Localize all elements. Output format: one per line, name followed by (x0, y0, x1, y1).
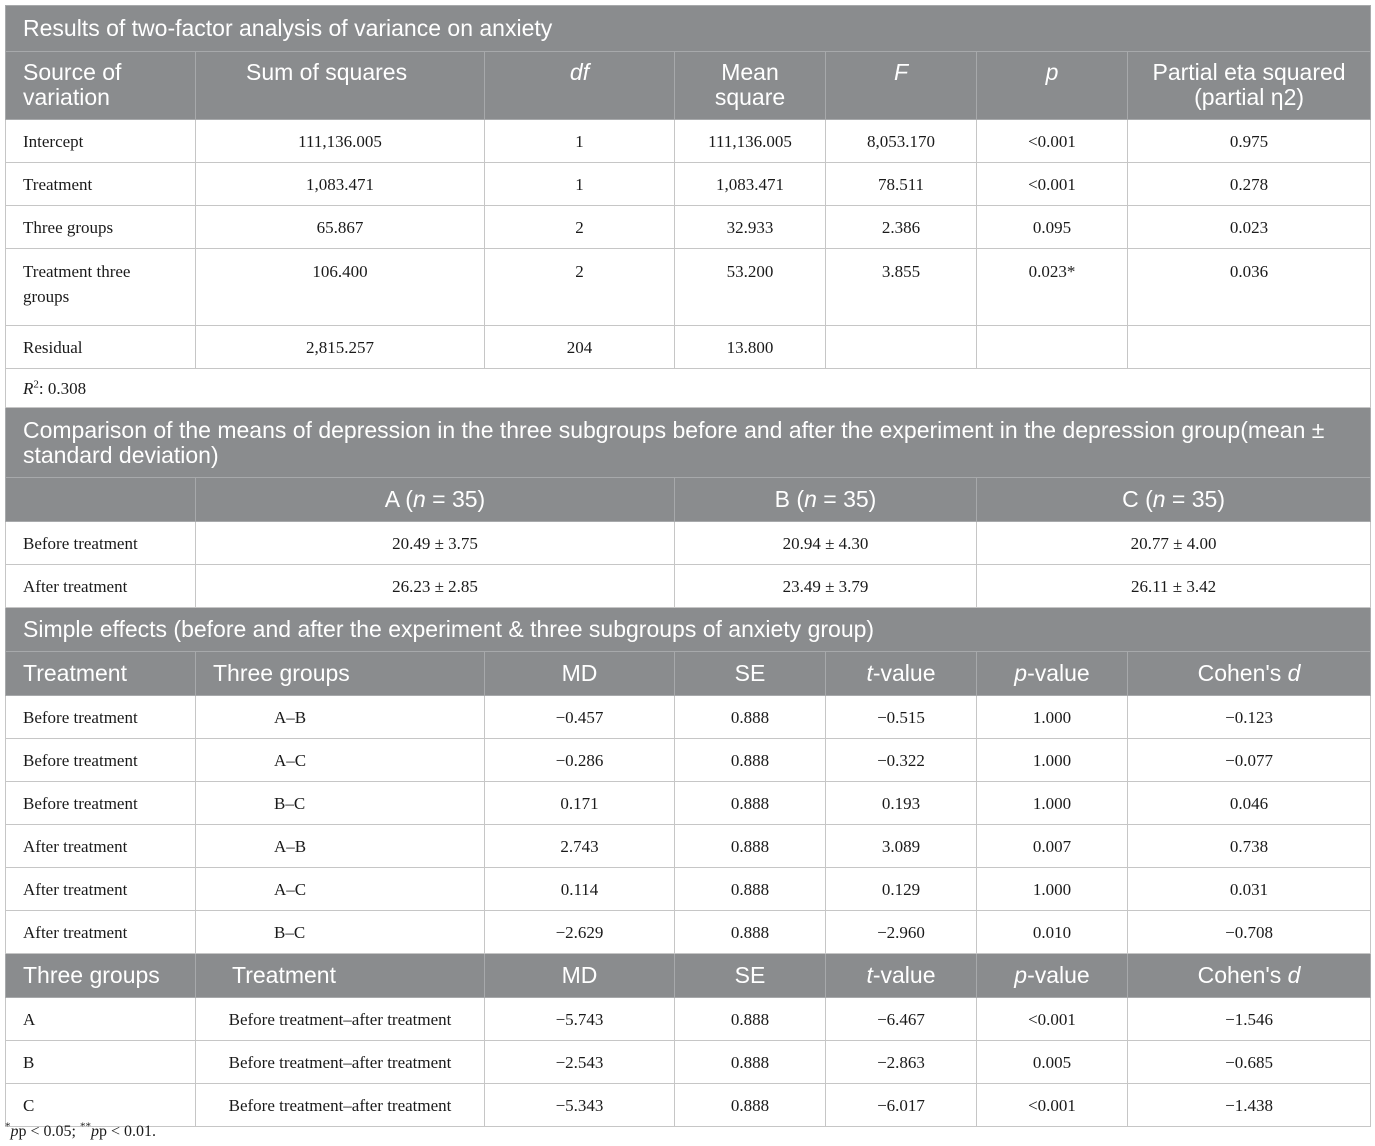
row-label: After treatment (6, 868, 196, 911)
cell-md: 0.171 (485, 782, 675, 825)
cell-f: 78.511 (826, 163, 977, 206)
col-header-md: MD (485, 652, 675, 696)
cell-se: 0.888 (675, 911, 826, 954)
cell-p-value: 0.005 (977, 1041, 1128, 1084)
cell-cohens-d: 0.046 (1128, 782, 1371, 825)
cell-se: 0.888 (675, 868, 826, 911)
simple-effects-header-row-2 (6, 954, 1371, 998)
cell-mean-square: 111,136.005 (675, 120, 826, 163)
cell-mean-square: 1,083.471 (675, 163, 826, 206)
cell-p-value: 1.000 (977, 868, 1128, 911)
footnote-text: p < 0.01. (98, 1123, 156, 1140)
cell-se: 0.888 (675, 998, 826, 1041)
cell-p-value: 0.010 (977, 911, 1128, 954)
col-header-treatment: Treatment (6, 652, 196, 696)
row-label: Treatment (6, 163, 196, 206)
cell-f: 3.855 (826, 249, 977, 326)
cell-sum-of-squares: 111,136.005 (196, 120, 485, 163)
cell-group-c: 26.11 ± 3.42 (977, 565, 1371, 608)
col-header-mean-square: Mean square (675, 52, 826, 120)
cell-t-value: −6.017 (826, 1084, 977, 1127)
cell-p: 0.095 (977, 206, 1128, 249)
r-squared-note (6, 369, 1371, 408)
cell-mean-square: 53.200 (675, 249, 826, 326)
cell-group-a: 20.49 ± 3.75 (196, 522, 675, 565)
cell-se: 0.888 (675, 739, 826, 782)
row-label: Intercept (6, 120, 196, 163)
cell-t-value: 0.193 (826, 782, 977, 825)
cell-pair: A–C (196, 739, 485, 782)
cell-f: 8,053.170 (826, 120, 977, 163)
r-squared-symbol: R (23, 378, 34, 398)
comparison-header-empty (6, 478, 196, 522)
cell-cohens-d: −0.685 (1128, 1041, 1371, 1084)
col-header-se: SE (675, 954, 826, 998)
footnote-double-star: ** (79, 1120, 91, 1133)
table-row (6, 163, 1371, 206)
cell-p: 0.023* (977, 249, 1128, 326)
table-row (6, 998, 1371, 1041)
cell-mean-square: 32.933 (675, 206, 826, 249)
row-label: Three groups (6, 206, 196, 249)
cell-p-value: <0.001 (977, 1084, 1128, 1127)
cell-t-value: −0.322 (826, 739, 977, 782)
cell-pair: A–C (196, 868, 485, 911)
col-header-p-value: p-value (977, 954, 1128, 998)
col-header-p-value: p-value (977, 652, 1128, 696)
r-squared-value: : 0.308 (38, 378, 87, 398)
cell-partial-eta: 0.975 (1128, 120, 1371, 163)
col-header-source: Source of variation (6, 52, 196, 120)
table-row (6, 782, 1371, 825)
simple-effects-header-row (6, 652, 1371, 696)
cell-md: −5.343 (485, 1084, 675, 1127)
footnote-star: * (5, 1120, 11, 1133)
cell-f (826, 326, 977, 369)
cell-t-value: −6.467 (826, 998, 977, 1041)
cell-df: 204 (485, 326, 675, 369)
row-label: Residual (6, 326, 196, 369)
cell-cohens-d: 0.738 (1128, 825, 1371, 868)
cell-p-value: 1.000 (977, 782, 1128, 825)
col-header-cohens-d: Cohen's d (1128, 954, 1371, 998)
cell-p-value: <0.001 (977, 998, 1128, 1041)
col-header-group-b: B (n = 35) (675, 478, 977, 522)
table-row (6, 696, 1371, 739)
cell-partial-eta: 0.036 (1128, 249, 1371, 326)
results-table (5, 5, 1371, 1127)
cell-cohens-d: −1.438 (1128, 1084, 1371, 1127)
comparison-header-row (6, 478, 1371, 522)
cell-md: 2.743 (485, 825, 675, 868)
cell-df: 1 (485, 120, 675, 163)
cell-p: <0.001 (977, 163, 1128, 206)
cell-partial-eta: 0.278 (1128, 163, 1371, 206)
table-row (6, 522, 1371, 565)
comparison-title: Comparison of the means of depression in the three subgroups before and after the experiment in the depression group(mean ± standard deviation) (6, 408, 1371, 478)
cell-md: −0.286 (485, 739, 675, 782)
table-row (6, 739, 1371, 782)
table-row (6, 120, 1371, 163)
cell-p: <0.001 (977, 120, 1128, 163)
cell-cohens-d: −0.708 (1128, 911, 1371, 954)
col-header-group-a: A (n = 35) (196, 478, 675, 522)
row-label: After treatment (6, 565, 196, 608)
cell-sum-of-squares: 1,083.471 (196, 163, 485, 206)
cell-se: 0.888 (675, 1041, 826, 1084)
cell-treatment: Before treatment–after treatment (196, 1041, 485, 1084)
col-header-cohens-d: Cohen's d (1128, 652, 1371, 696)
cell-cohens-d: −0.077 (1128, 739, 1371, 782)
col-header-group-c: C (n = 35) (977, 478, 1371, 522)
col-header-sum-of-squares: Sum of squares (196, 52, 485, 120)
cell-group-b: 20.94 ± 4.30 (675, 522, 977, 565)
col-header-f: F (826, 52, 977, 120)
anova-title-row (6, 6, 1371, 52)
cell-pair: B–C (196, 782, 485, 825)
col-header-md: MD (485, 954, 675, 998)
cell-t-value: 3.089 (826, 825, 977, 868)
row-label: After treatment (6, 825, 196, 868)
cell-se: 0.888 (675, 825, 826, 868)
row-label: C (6, 1084, 196, 1127)
cell-mean-square: 13.800 (675, 326, 826, 369)
cell-cohens-d: −1.546 (1128, 998, 1371, 1041)
cell-df: 1 (485, 163, 675, 206)
cell-sum-of-squares: 65.867 (196, 206, 485, 249)
footnote-text: p < 0.05; (18, 1123, 80, 1140)
table-footnote (5, 1122, 156, 1142)
table-row (6, 911, 1371, 954)
cell-md: −2.543 (485, 1041, 675, 1084)
cell-t-value: −2.960 (826, 911, 977, 954)
cell-se: 0.888 (675, 1084, 826, 1127)
footnote-p-symbol: p (10, 1123, 19, 1140)
cell-pair: B–C (196, 911, 485, 954)
simple-effects-title: Simple effects (before and after the experiment & three subgroups of anxiety group) (6, 608, 1371, 652)
col-header-partial-eta: Partial eta squared (partial η2) (1128, 52, 1371, 120)
anova-title: Results of two-factor analysis of variance on anxiety (6, 6, 1371, 52)
cell-partial-eta (1128, 326, 1371, 369)
cell-treatment: Before treatment–after treatment (196, 1084, 485, 1127)
table-row (6, 1041, 1371, 1084)
cell-md: −2.629 (485, 911, 675, 954)
row-label: B (6, 1041, 196, 1084)
cell-treatment: Before treatment–after treatment (196, 998, 485, 1041)
row-label: Before treatment (6, 782, 196, 825)
col-header-p: p (977, 52, 1128, 120)
footnote-p-symbol: p (90, 1123, 99, 1140)
row-label: Before treatment (6, 739, 196, 782)
cell-partial-eta: 0.023 (1128, 206, 1371, 249)
table-row (6, 249, 1371, 326)
row-label: Before treatment (6, 522, 196, 565)
cell-md: −5.743 (485, 998, 675, 1041)
table-row (6, 1084, 1371, 1127)
col-header-treatment: Treatment (196, 954, 485, 998)
table-row (6, 868, 1371, 911)
col-header-three-groups: Three groups (196, 652, 485, 696)
cell-pair: A–B (196, 696, 485, 739)
col-header-three-groups: Three groups (6, 954, 196, 998)
cell-cohens-d: −0.123 (1128, 696, 1371, 739)
cell-group-b: 23.49 ± 3.79 (675, 565, 977, 608)
cell-p (977, 326, 1128, 369)
cell-sum-of-squares: 106.400 (196, 249, 485, 326)
cell-md: −0.457 (485, 696, 675, 739)
cell-group-a: 26.23 ± 2.85 (196, 565, 675, 608)
table-row (6, 206, 1371, 249)
table-row (6, 326, 1371, 369)
col-header-df: df (485, 52, 675, 120)
cell-sum-of-squares: 2,815.257 (196, 326, 485, 369)
cell-p-value: 0.007 (977, 825, 1128, 868)
cell-df: 2 (485, 206, 675, 249)
cell-p-value: 1.000 (977, 739, 1128, 782)
row-label: Before treatment (6, 696, 196, 739)
table-row (6, 825, 1371, 868)
anova-header-row (6, 52, 1371, 120)
row-label: A (6, 998, 196, 1041)
col-header-se: SE (675, 652, 826, 696)
cell-p-value: 1.000 (977, 696, 1128, 739)
cell-df: 2 (485, 249, 675, 326)
cell-t-value: −2.863 (826, 1041, 977, 1084)
col-header-t-value: t-value (826, 652, 977, 696)
row-label: Treatment three groups (6, 249, 196, 326)
cell-se: 0.888 (675, 696, 826, 739)
cell-se: 0.888 (675, 782, 826, 825)
cell-md: 0.114 (485, 868, 675, 911)
cell-t-value: −0.515 (826, 696, 977, 739)
r-squared-superscript: 2 (33, 377, 39, 390)
cell-t-value: 0.129 (826, 868, 977, 911)
row-label: After treatment (6, 911, 196, 954)
cell-cohens-d: 0.031 (1128, 868, 1371, 911)
cell-pair: A–B (196, 825, 485, 868)
simple-effects-title-row (6, 608, 1371, 652)
cell-f: 2.386 (826, 206, 977, 249)
table-row (6, 565, 1371, 608)
comparison-title-row (6, 408, 1371, 478)
col-header-t-value: t-value (826, 954, 977, 998)
r-squared-row (6, 369, 1371, 408)
cell-group-c: 20.77 ± 4.00 (977, 522, 1371, 565)
